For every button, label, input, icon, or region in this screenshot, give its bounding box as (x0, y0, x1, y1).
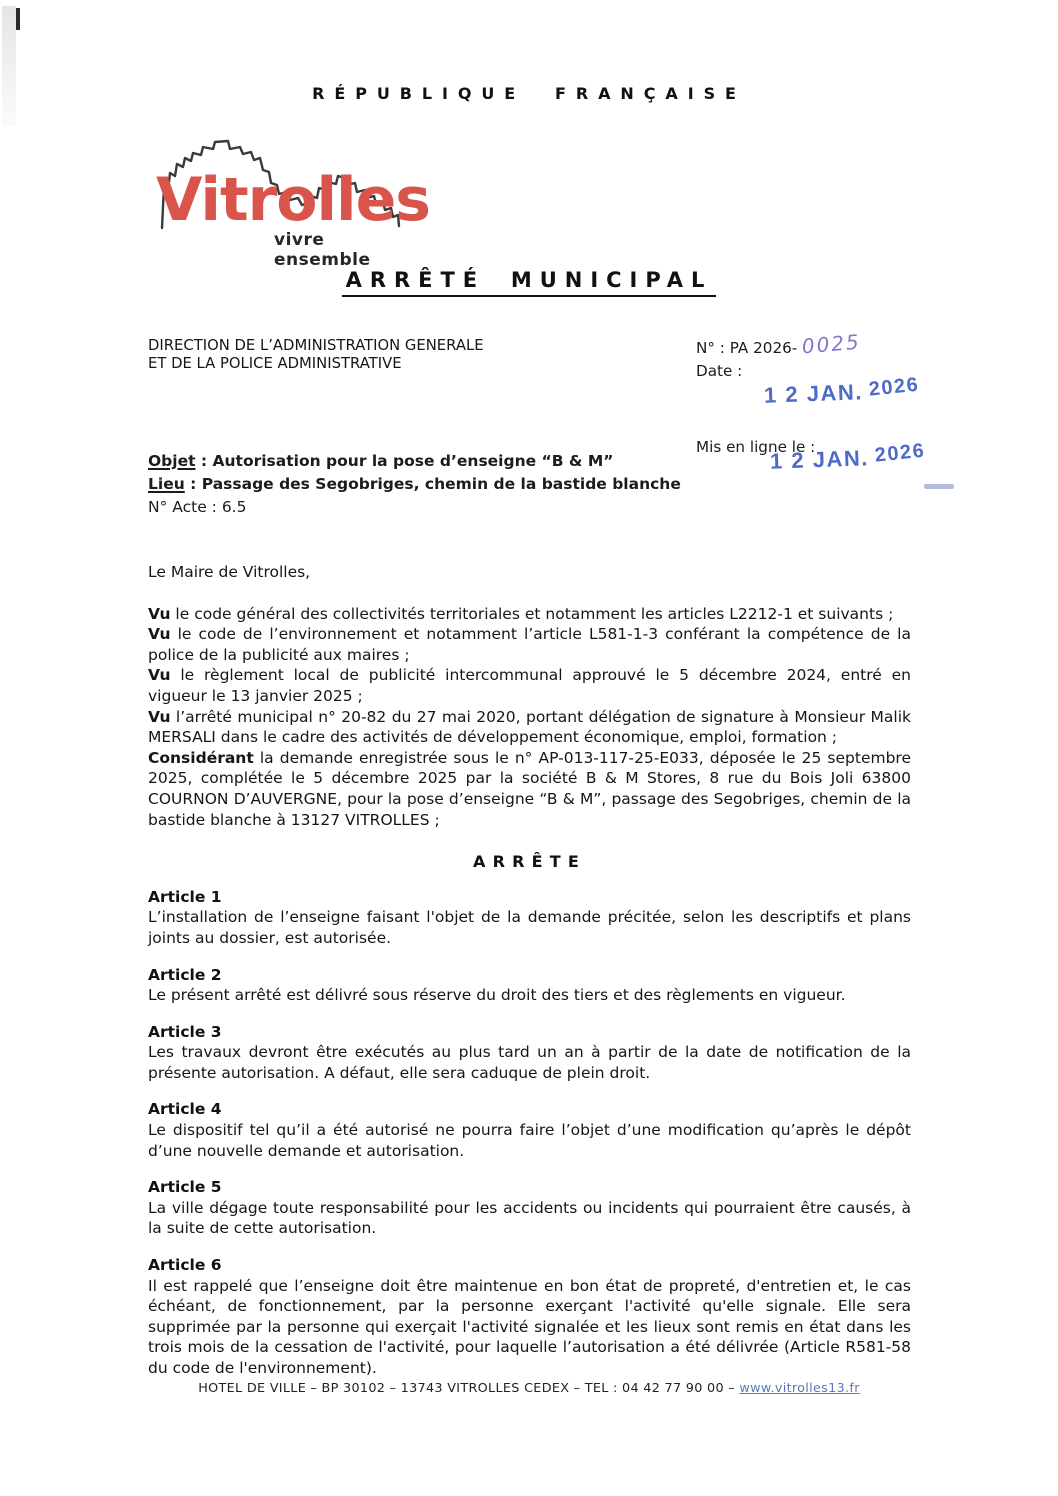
recital-lead: Vu (148, 604, 171, 623)
recital-text: l’arrêté municipal n° 20-82 du 27 mai 2020, portant délégation de signature à Monsieur Malik MERSALI dans le cadre des activités de développement économique, emploi, formation ; (148, 707, 911, 747)
lieu-separator: : (184, 475, 202, 494)
document-title-row (0, 268, 1058, 297)
objet-line (148, 451, 848, 471)
objet-separator: : (195, 452, 213, 470)
subject-block (148, 451, 848, 520)
article-text: Le présent arrêté est délivré sous réserve du droit des tiers et des règlements en vigueur. (148, 986, 846, 1005)
page-footer (0, 1381, 1058, 1396)
article-heading: Article 1 (148, 887, 222, 906)
article-heading: Article 5 (148, 1178, 222, 1197)
article-text: Les travaux devront être exécutés au plus tard un an à partir de la date de notification de la présente autorisation. A défaut, elle sera caduque de plein droit. (148, 1043, 911, 1082)
article-text: Il est rappelé que l’enseigne doit être maintenue en bon état de propreté, d'entretien et, le cas échéant, de fonctionnement, par la personne exerçant l'activité qu'elle signale. Elle sera supprimée par la personne qui exerçait l'activité signalée et les lieux sont remis en état dans les trois mois de la cessation de l'activité, pour laquelle l’autorisation a été délivrée (Article R581-58 du code de l'environnement). (148, 1276, 911, 1377)
article-heading: Article 6 (148, 1256, 222, 1275)
footer-link[interactable]: www.vitrolles13.fr (739, 1381, 860, 1396)
lieu-label: Lieu (148, 475, 185, 494)
date-stamp (763, 373, 921, 408)
scan-smudge (2, 6, 16, 126)
footer-text: HOTEL DE VILLE – BP 30102 – 13743 VITROLLES CEDEX – TEL : 04 42 77 90 00 – (198, 1381, 740, 1396)
date-stamp-day: 1 2 JAN. (763, 379, 864, 408)
article-4 (148, 1099, 911, 1161)
decision-heading: ARRÊTE (473, 852, 586, 872)
recital-text: le règlement local de publicité intercommunal approuvé le 5 décembre 2024, entré en vigueur le 13 janvier 2025 ; (148, 666, 911, 705)
vitrolles-logo (156, 136, 430, 270)
article-2 (148, 965, 911, 1006)
article-heading: Article 2 (148, 965, 222, 984)
online-stamp-year: 2026 (873, 439, 927, 467)
lieu-text: Passage des Segobriges, chemin de la bastide blanche (201, 475, 681, 494)
document-title: ARRÊTÉ MUNICIPAL (342, 268, 717, 297)
article-6 (148, 1255, 911, 1379)
recital-text: le code général des collectivités territoriales et notamment les articles L2212-1 et suivants ; (175, 604, 894, 623)
date-stamp-year: 2026 (867, 373, 921, 401)
number-handwritten: 0025 (800, 329, 862, 359)
lieu-line (148, 474, 848, 494)
recital-lead: Vu (148, 666, 171, 685)
article-heading: Article 4 (148, 1100, 222, 1119)
article-text: L’installation de l’enseigne faisant l'objet de la demande précitée, selon les descriptifs et plans joints au dossier, est autorisée. (148, 908, 911, 947)
number-label: N° : PA 2026- (696, 339, 798, 357)
number-row (696, 329, 986, 359)
scan-artifact (16, 8, 20, 30)
article-3 (148, 1022, 911, 1084)
recital (148, 604, 911, 625)
online-stamp-day: 1 2 JAN. (769, 445, 870, 474)
recital (148, 624, 911, 665)
logo-tagline: vivre ensemble (274, 230, 371, 270)
recital-text: le code de l’environnement et notamment l’article L581-1-3 conférant la compétence de la police de la publicité aux maires ; (148, 625, 911, 664)
acte-line: N° Acte : 6.5 (148, 498, 247, 517)
recital-lead: Considérant (148, 748, 254, 767)
recital-text: la demande enregistrée sous le n° AP-013-117-25-E033, déposée le 25 septembre 2025, complétée le 5 décembre 2025 par la société B & M Stores, 8 rue du Bois Joli 63800 COURNON D’AUVERGNE, pour la pose d’enseigne “B & M”, passage des Segobriges, chemin de la bastide blanche à 13127 VITROLLES ; (148, 748, 911, 829)
direction-block (148, 337, 578, 374)
stamp-smudge (924, 484, 954, 489)
recital (148, 707, 911, 748)
direction-line-2: ET DE LA POLICE ADMINISTRATIVE (148, 355, 402, 373)
recital (148, 665, 911, 706)
article-1 (148, 887, 911, 949)
objet-label: Objet (148, 452, 196, 470)
date-label: Date : (696, 362, 743, 380)
recital-lead: Vu (148, 707, 171, 726)
logo-wordmark: Vitrolles (156, 165, 430, 235)
objet-text: Autorisation pour la pose d’enseigne “B & M” (212, 452, 614, 470)
direction-line-1: DIRECTION DE L’ADMINISTRATION GENERALE (148, 337, 484, 354)
article-text: La ville dégage toute responsabilité pour les accidents ou incidents qui pourraient être causés, à la suite de cette autorisation. (148, 1198, 911, 1238)
article-5 (148, 1177, 911, 1239)
republic-header: RÉPUBLIQUE FRANÇAISE (312, 84, 746, 103)
article-text: Le dispositif tel qu’il a été autorisé ne pourra faire l’objet d’une modification qu’après le dépôt d’une nouvelle demande et autorisation. (148, 1121, 911, 1160)
article-heading: Article 3 (148, 1022, 222, 1041)
salutation: Le Maire de Vitrolles, (148, 563, 311, 581)
recital-lead: Vu (148, 625, 171, 644)
recital (148, 748, 911, 830)
online-label: Mis en ligne le : (696, 438, 816, 456)
date-row (696, 362, 986, 420)
document-body (148, 562, 911, 1395)
